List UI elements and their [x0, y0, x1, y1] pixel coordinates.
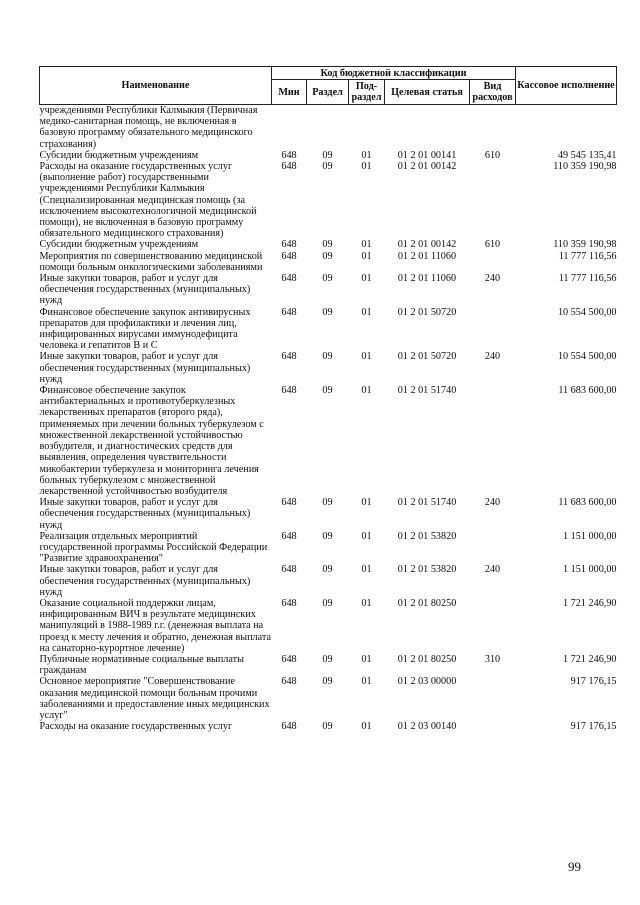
- row-min: 648: [281, 564, 297, 576]
- row-target: 01 2 03 00000: [397, 676, 457, 688]
- table-row: [40, 307, 617, 352]
- row-amount: 11 777 116,56: [558, 273, 617, 285]
- row-min: 648: [281, 239, 297, 251]
- row-vid: 610: [484, 239, 501, 251]
- row-target: 01 2 01 11060: [397, 250, 457, 262]
- row-razdel: 09: [322, 530, 333, 542]
- row-name: Мероприятия по совершенствованию медицинской помощи больным онкологическими заболеваниями: [39, 250, 263, 273]
- row-podrazdel: 01: [361, 351, 372, 363]
- table-body: [40, 105, 617, 733]
- header-razdel: Раздел: [307, 80, 349, 105]
- table-row: [40, 150, 617, 161]
- table-row: [40, 564, 617, 598]
- table-row: [40, 497, 617, 531]
- row-name: Субсидии бюджетным учреждениям: [39, 239, 199, 251]
- row-vid: [470, 105, 516, 150]
- row-vid: [470, 161, 516, 239]
- row-podrazdel: [349, 105, 385, 150]
- table-row: [40, 239, 617, 250]
- header-name: Наименование: [40, 67, 272, 105]
- row-amount: 1 721 246,90: [563, 653, 617, 665]
- row-vid: [470, 721, 516, 732]
- row-amount: 1 151 000,00: [563, 564, 617, 576]
- row-razdel: 09: [322, 497, 333, 509]
- header-target: Целевая статья: [385, 80, 470, 105]
- row-podrazdel: 01: [361, 530, 372, 542]
- row-min: 648: [281, 161, 297, 173]
- row-amount: 11 683 600,00: [558, 385, 617, 397]
- row-vid: [470, 598, 516, 654]
- table-row: [40, 351, 617, 385]
- row-vid: [470, 251, 516, 273]
- row-amount: 11 683 600,00: [558, 497, 617, 509]
- row-podrazdel: 01: [361, 250, 372, 262]
- row-target: 01 2 03 00140: [397, 721, 457, 733]
- row-name: Публичные нормативные социальные выплаты гражданам: [39, 653, 244, 677]
- row-target: 01 2 01 50720: [397, 306, 457, 318]
- row-name: Основное мероприятие "Совершенствование оказания медицинской помощи больным прочими заболеваниями и предоставление иных медицинских услуг": [39, 676, 270, 721]
- row-razdel: 09: [322, 351, 333, 363]
- row-podrazdel: 01: [361, 239, 372, 251]
- row-razdel: [307, 105, 349, 150]
- row-vid: [470, 385, 516, 497]
- row-vid: 240: [484, 564, 501, 576]
- row-name: Расходы на оказание государственных услуг: [39, 721, 233, 733]
- row-target: 01 2 01 53820: [397, 530, 457, 542]
- row-min: 648: [281, 530, 297, 542]
- row-razdel: 09: [322, 653, 333, 665]
- header-min: Мин: [272, 80, 307, 105]
- row-podrazdel: 01: [361, 273, 372, 285]
- row-podrazdel: 01: [361, 497, 372, 509]
- row-razdel: 09: [322, 149, 333, 161]
- row-target: 01 2 01 50720: [397, 351, 457, 363]
- table-row: [40, 531, 617, 565]
- table-row: [40, 654, 617, 676]
- row-name: Финансовое обеспечение закупок антивирусных препаратов для профилактики и лечения лиц, инфицированных вирусами иммунодефицита человека и гепатитов B и C: [39, 306, 251, 352]
- row-amount: 1 721 246,90: [563, 597, 617, 609]
- row-vid: 240: [484, 273, 501, 285]
- row-vid: [470, 531, 516, 565]
- row-name: Расходы на оказание государственных услуг (выполнение работ) государственными учреждениями Республики Калмыкия (Специализированная медицинская помощь (за исключением высокотехнологичной медицинской помощи), не включенная в базовую программу обязательного медицинского страхования): [39, 161, 257, 240]
- row-amount: [516, 105, 617, 150]
- row-amount: 110 359 190,98: [553, 239, 617, 251]
- row-vid: 240: [484, 497, 501, 509]
- row-razdel: 09: [322, 721, 333, 733]
- row-vid: 240: [484, 351, 501, 363]
- row-name: Иные закупки товаров, работ и услуг для обеспечения государственных (муниципальных) нужд: [39, 273, 251, 307]
- row-target: [385, 105, 470, 150]
- row-target: 01 2 01 00142: [397, 239, 457, 251]
- row-razdel: 09: [322, 564, 333, 576]
- row-name: Финансовое обеспечение закупок антибактериальных и противотуберкулезных лекарственных препаратов (второго ряда), применяемых при лечении больных туберкулезом с множественной лекарственной устойчивостью возбудителя, и диагностических средств для выявления, определения чувствительности микобактерии туберкулеза и мониторинга лечения больных туберкулезом с множественной лекарственной устойчивостью возбудителя: [39, 385, 264, 497]
- row-podrazdel: 01: [361, 721, 372, 733]
- row-min: 648: [281, 676, 297, 688]
- row-razdel: 09: [322, 250, 333, 262]
- table-header: [40, 67, 617, 105]
- row-name: Иные закупки товаров, работ и услуг для обеспечения государственных (муниципальных) нужд: [39, 351, 251, 385]
- row-min: 648: [281, 653, 297, 665]
- header-code-group: Код бюджетной классификации: [272, 67, 516, 80]
- row-target: 01 2 01 53820: [397, 564, 457, 576]
- row-vid: [470, 307, 516, 352]
- row-name: Иные закупки товаров, работ и услуг для обеспечения государственных (муниципальных) нужд: [39, 497, 251, 531]
- row-name: Реализация отдельных мероприятий государственной программы Российской Федерации "Развитие здравоохранения": [39, 530, 268, 565]
- row-amount: 1 151 000,00: [563, 530, 617, 542]
- row-target: 01 2 01 80250: [397, 597, 457, 609]
- row-vid: 610: [484, 149, 501, 161]
- table-row: [40, 273, 617, 307]
- row-amount: 110 359 190,98: [553, 161, 617, 173]
- row-min: 648: [281, 721, 297, 733]
- page-number: 99: [568, 859, 581, 874]
- row-amount: 10 554 500,00: [557, 351, 617, 363]
- row-target: 01 2 01 11060: [397, 273, 457, 285]
- header-kassovoe: Кассовое исполнение: [516, 67, 617, 105]
- row-amount: 10 554 500,00: [557, 306, 617, 318]
- row-podrazdel: 01: [361, 564, 372, 576]
- row-amount: 11 777 116,56: [558, 250, 617, 262]
- row-target: 01 2 01 80250: [397, 653, 457, 665]
- table-row: [40, 598, 617, 654]
- row-razdel: 09: [322, 273, 333, 285]
- row-min: 648: [281, 250, 297, 262]
- row-min: 648: [281, 497, 297, 509]
- row-podrazdel: 01: [361, 306, 372, 318]
- row-name: Оказание социальной поддержки лицам, инфицированным ВИЧ в результате медицинских манипуляций в 1988-1989 г.г. (денежная выплата на проезд к месту лечения и обратно, денежная выплата на санаторно-курортное лечение): [39, 597, 272, 654]
- table-row: [40, 161, 617, 239]
- table-row: [40, 385, 617, 497]
- row-amount: 49 545 135,41: [557, 149, 617, 161]
- row-razdel: 09: [322, 306, 333, 318]
- header-vid: Вид расходов: [470, 80, 516, 105]
- row-min: 648: [281, 306, 297, 318]
- row-name: учреждениями Республики Калмыкия (Первичная медико-санитарная помощь, не включенная в базовую программу обязательного медицинского страхования): [39, 105, 258, 150]
- header-podrazdel: Под-раздел: [349, 80, 385, 105]
- row-name: Субсидии бюджетным учреждениям: [39, 149, 199, 161]
- row-target: 01 2 01 51740: [397, 497, 457, 509]
- row-vid: 310: [484, 653, 501, 665]
- row-min: 648: [281, 385, 297, 397]
- row-razdel: 09: [322, 161, 333, 173]
- row-razdel: 09: [322, 385, 333, 397]
- row-razdel: 09: [322, 239, 333, 251]
- row-podrazdel: 01: [361, 161, 372, 173]
- row-podrazdel: 01: [361, 676, 372, 688]
- row-min: 648: [281, 149, 297, 161]
- row-vid: [470, 676, 516, 721]
- row-podrazdel: 01: [361, 385, 372, 397]
- row-amount: 917 176,15: [570, 721, 617, 733]
- budget-table: [39, 66, 617, 732]
- row-min: 648: [281, 273, 297, 285]
- row-min: [272, 105, 307, 150]
- row-min: 648: [281, 351, 297, 363]
- row-razdel: 09: [322, 676, 333, 688]
- table-row: [40, 676, 617, 721]
- row-target: 01 2 01 00141: [397, 149, 457, 161]
- table-row: [40, 105, 617, 150]
- row-amount: 917 176,15: [570, 676, 617, 688]
- row-podrazdel: 01: [361, 653, 372, 665]
- row-target: 01 2 01 51740: [397, 385, 457, 397]
- row-podrazdel: 01: [361, 597, 372, 609]
- table-row: [40, 251, 617, 273]
- row-podrazdel: 01: [361, 149, 372, 161]
- row-min: 648: [281, 597, 297, 609]
- table-row: [40, 721, 617, 732]
- row-razdel: 09: [322, 597, 333, 609]
- row-target: 01 2 01 00142: [397, 161, 457, 173]
- row-name: Иные закупки товаров, работ и услуг для обеспечения государственных (муниципальных) нужд: [39, 564, 251, 598]
